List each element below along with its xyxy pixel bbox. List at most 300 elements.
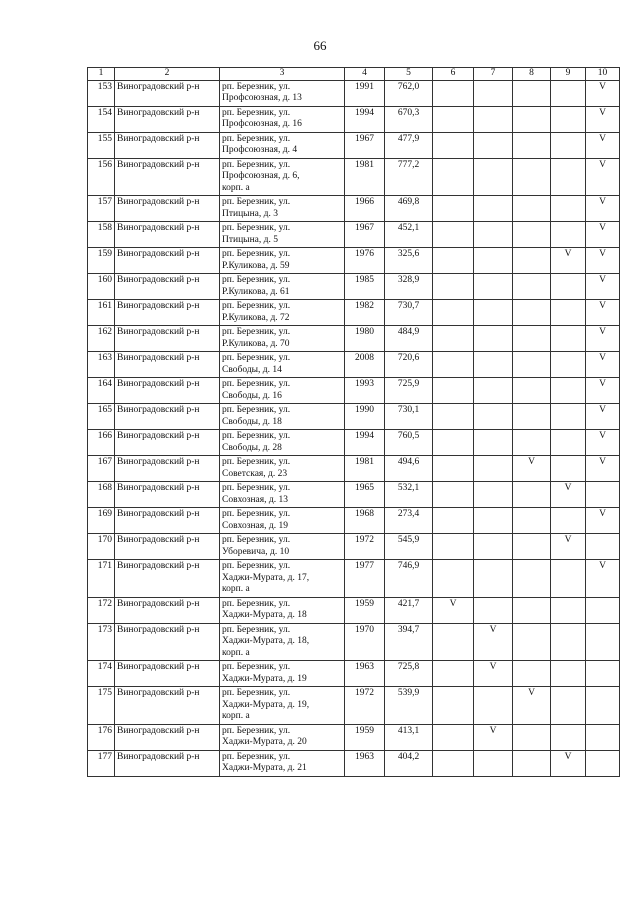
mark-cell-9 — [551, 430, 586, 456]
year-cell: 1990 — [345, 404, 385, 430]
table-row — [88, 222, 620, 248]
address-line: рп. Березник, ул. — [222, 535, 291, 545]
year-cell: 1970 — [345, 623, 385, 661]
mark-cell-7 — [474, 560, 513, 598]
district-cell: Виноградовский р-н — [115, 300, 220, 326]
mark-cell-6 — [433, 623, 474, 661]
mark-cell-10: V — [586, 300, 620, 326]
mark-cell-6 — [433, 326, 474, 352]
mark-cell-9 — [551, 597, 586, 623]
address-cell — [220, 534, 345, 560]
mark-cell-6 — [433, 248, 474, 274]
table-row — [88, 661, 620, 687]
mark-cell-9 — [551, 196, 586, 222]
column-header: 9 — [551, 68, 586, 81]
row-number: 168 — [88, 482, 115, 508]
district-cell: Виноградовский р-н — [115, 724, 220, 750]
mark-cell-8 — [513, 534, 551, 560]
mark-cell-6 — [433, 300, 474, 326]
mark-cell-9 — [551, 508, 586, 534]
mark-cell-10: V — [586, 274, 620, 300]
table-row — [88, 482, 620, 508]
mark-cell-7 — [474, 222, 513, 248]
mark-cell-10: V — [586, 196, 620, 222]
mark-cell-8 — [513, 623, 551, 661]
address-line: корп. а — [222, 182, 250, 193]
mark-cell-8: V — [513, 687, 551, 725]
district-cell: Виноградовский р-н — [115, 456, 220, 482]
address-line: Советская, д. 23 — [222, 468, 288, 479]
area-cell: 725,9 — [385, 378, 433, 404]
mark-cell-6 — [433, 274, 474, 300]
table-row — [88, 597, 620, 623]
row-number: 159 — [88, 248, 115, 274]
mark-cell-7 — [474, 106, 513, 132]
year-cell: 1963 — [345, 661, 385, 687]
year-cell: 1993 — [345, 378, 385, 404]
mark-cell-10: V — [586, 404, 620, 430]
mark-cell-10: V — [586, 352, 620, 378]
table-body — [88, 80, 620, 776]
district-cell: Виноградовский р-н — [115, 597, 220, 623]
year-cell: 1967 — [345, 222, 385, 248]
address-line: Р.Куликова, д. 70 — [222, 338, 290, 349]
area-cell: 484,9 — [385, 326, 433, 352]
year-cell: 1972 — [345, 534, 385, 560]
area-cell: 777,2 — [385, 158, 433, 196]
mark-cell-9 — [551, 80, 586, 106]
mark-cell-6 — [433, 404, 474, 430]
year-cell: 1976 — [345, 248, 385, 274]
table-row — [88, 196, 620, 222]
mark-cell-10: V — [586, 80, 620, 106]
year-cell: 1981 — [345, 456, 385, 482]
address-cell — [220, 132, 345, 158]
mark-cell-8 — [513, 196, 551, 222]
mark-cell-8 — [513, 352, 551, 378]
mark-cell-8 — [513, 80, 551, 106]
column-header: 1 — [88, 68, 115, 81]
mark-cell-6 — [433, 80, 474, 106]
address-line: рп. Березник, ул. — [222, 81, 291, 92]
address-cell — [220, 326, 345, 352]
mark-cell-7 — [474, 158, 513, 196]
year-cell: 1985 — [345, 274, 385, 300]
table-row — [88, 724, 620, 750]
address-line: Свободы, д. 16 — [222, 390, 282, 401]
column-header: 8 — [513, 68, 551, 81]
mark-cell-10: V — [586, 158, 620, 196]
table-row — [88, 534, 620, 560]
district-cell: Виноградовский р-н — [115, 508, 220, 534]
year-cell: 1981 — [345, 158, 385, 196]
mark-cell-9 — [551, 456, 586, 482]
table-row — [88, 623, 620, 661]
mark-cell-8 — [513, 482, 551, 508]
mark-cell-9 — [551, 158, 586, 196]
row-number: 165 — [88, 404, 115, 430]
mark-cell-10: V — [586, 560, 620, 598]
address-cell — [220, 352, 345, 378]
row-number: 164 — [88, 378, 115, 404]
district-cell: Виноградовский р-н — [115, 222, 220, 248]
row-number: 163 — [88, 352, 115, 378]
row-number: 173 — [88, 623, 115, 661]
address-cell — [220, 300, 345, 326]
district-cell: Виноградовский р-н — [115, 378, 220, 404]
address-line: рп. Березник, ул. — [222, 353, 291, 363]
mark-cell-9 — [551, 687, 586, 725]
mark-cell-6 — [433, 106, 474, 132]
district-cell: Виноградовский р-н — [115, 158, 220, 196]
year-cell: 1994 — [345, 106, 385, 132]
table-row — [88, 687, 620, 725]
table-row — [88, 326, 620, 352]
year-cell: 1967 — [345, 132, 385, 158]
area-cell: 720,6 — [385, 352, 433, 378]
address-cell — [220, 482, 345, 508]
address-line: рп. Березник, ул. — [222, 223, 291, 233]
mark-cell-8 — [513, 378, 551, 404]
address-cell — [220, 724, 345, 750]
address-line: рп. Березник, ул. — [222, 509, 291, 519]
mark-cell-10 — [586, 687, 620, 725]
address-line: рп. Березник, ул. — [222, 249, 291, 259]
mark-cell-8 — [513, 661, 551, 687]
row-number: 166 — [88, 430, 115, 456]
address-line: рп. Березник, ул. — [222, 561, 291, 571]
mark-cell-9 — [551, 326, 586, 352]
table-row — [88, 508, 620, 534]
mark-cell-9: V — [551, 482, 586, 508]
mark-cell-6 — [433, 508, 474, 534]
mark-cell-7 — [474, 248, 513, 274]
address-cell — [220, 274, 345, 300]
address-cell — [220, 750, 345, 776]
address-line: Хаджи-Мурата, д. 18, — [222, 636, 310, 646]
address-line: рп. Березник, ул. — [222, 275, 291, 285]
mark-cell-10: V — [586, 378, 620, 404]
mark-cell-9: V — [551, 534, 586, 560]
mark-cell-10: V — [586, 508, 620, 534]
mark-cell-7 — [474, 404, 513, 430]
row-number: 158 — [88, 222, 115, 248]
address-line: рп. Березник, ул. — [222, 457, 291, 467]
mark-cell-10 — [586, 750, 620, 776]
table-row — [88, 430, 620, 456]
year-cell: 1963 — [345, 750, 385, 776]
district-cell: Виноградовский р-н — [115, 196, 220, 222]
address-line: Свободы, д. 18 — [222, 416, 282, 427]
address-cell — [220, 222, 345, 248]
mark-cell-7 — [474, 196, 513, 222]
mark-cell-6 — [433, 456, 474, 482]
mark-cell-7 — [474, 508, 513, 534]
address-cell — [220, 430, 345, 456]
address-line: Хаджи-Мурата, д. 20 — [222, 737, 307, 747]
address-line: рп. Березник, ул. — [222, 133, 291, 144]
mark-cell-6 — [433, 560, 474, 598]
area-cell: 273,4 — [385, 508, 433, 534]
area-cell: 670,3 — [385, 106, 433, 132]
address-cell — [220, 623, 345, 661]
mark-cell-9 — [551, 300, 586, 326]
year-cell: 1959 — [345, 724, 385, 750]
area-cell: 328,9 — [385, 274, 433, 300]
area-cell: 725,8 — [385, 661, 433, 687]
address-line: Совхозная, д. 13 — [222, 494, 288, 505]
address-line: Р.Куликова, д. 72 — [222, 312, 290, 323]
year-cell: 1966 — [345, 196, 385, 222]
mark-cell-9 — [551, 724, 586, 750]
table-row — [88, 378, 620, 404]
mark-cell-9 — [551, 106, 586, 132]
row-number: 176 — [88, 724, 115, 750]
address-line: Уборевича, д. 10 — [222, 546, 290, 557]
area-cell: 477,9 — [385, 132, 433, 158]
column-header: 3 — [220, 68, 345, 81]
address-cell — [220, 158, 345, 196]
district-cell: Виноградовский р-н — [115, 430, 220, 456]
district-cell: Виноградовский р-н — [115, 274, 220, 300]
address-cell — [220, 80, 345, 106]
year-cell: 1968 — [345, 508, 385, 534]
row-number: 162 — [88, 326, 115, 352]
row-number: 161 — [88, 300, 115, 326]
table-row — [88, 750, 620, 776]
address-line: Свободы, д. 28 — [222, 442, 282, 453]
address-line: Профсоюзная, д. 4 — [222, 145, 298, 155]
address-line: рп. Березник, ул. — [222, 301, 291, 311]
mark-cell-8 — [513, 248, 551, 274]
address-line: рп. Березник, ул. — [222, 688, 291, 698]
mark-cell-8 — [513, 274, 551, 300]
mark-cell-6 — [433, 196, 474, 222]
mark-cell-8 — [513, 300, 551, 326]
table-row — [88, 352, 620, 378]
row-number: 175 — [88, 687, 115, 725]
mark-cell-9 — [551, 560, 586, 598]
area-cell: 469,8 — [385, 196, 433, 222]
mark-cell-7: V — [474, 724, 513, 750]
mark-cell-8 — [513, 158, 551, 196]
mark-cell-9 — [551, 352, 586, 378]
address-cell — [220, 248, 345, 274]
mark-cell-7 — [474, 482, 513, 508]
mark-cell-10: V — [586, 106, 620, 132]
address-line: рп. Березник, ул. — [222, 197, 291, 207]
area-cell: 404,2 — [385, 750, 433, 776]
district-cell: Виноградовский р-н — [115, 560, 220, 598]
year-cell: 1991 — [345, 80, 385, 106]
district-cell: Виноградовский р-н — [115, 248, 220, 274]
row-number: 174 — [88, 661, 115, 687]
address-line: рп. Березник, ул. — [222, 107, 291, 118]
mark-cell-6 — [433, 482, 474, 508]
table-row — [88, 274, 620, 300]
row-number: 156 — [88, 158, 115, 196]
address-cell — [220, 661, 345, 687]
area-cell: 746,9 — [385, 560, 433, 598]
row-number: 170 — [88, 534, 115, 560]
address-line: Хаджи-Мурата, д. 21 — [222, 763, 307, 773]
district-cell: Виноградовский р-н — [115, 326, 220, 352]
mark-cell-9 — [551, 623, 586, 661]
address-line: Хаджи-Мурата, д. 18 — [222, 610, 307, 620]
table-row — [88, 456, 620, 482]
district-cell: Виноградовский р-н — [115, 623, 220, 661]
district-cell: Виноградовский р-н — [115, 750, 220, 776]
address-line: Совхозная, д. 19 — [222, 520, 288, 531]
district-cell: Виноградовский р-н — [115, 534, 220, 560]
table-row — [88, 106, 620, 132]
address-line: рп. Березник, ул. — [222, 598, 291, 609]
mark-cell-10 — [586, 534, 620, 560]
address-line: рп. Березник, ул. — [222, 483, 291, 493]
mark-cell-8 — [513, 597, 551, 623]
area-cell: 532,1 — [385, 482, 433, 508]
address-line: Хаджи-Мурата, д. 19 — [222, 673, 307, 684]
address-line: рп. Березник, ул. — [222, 751, 291, 762]
page-number: 66 — [313, 38, 327, 53]
address-cell — [220, 404, 345, 430]
district-cell: Виноградовский р-н — [115, 106, 220, 132]
address-line: корп. а — [222, 647, 250, 658]
mark-cell-6: V — [433, 597, 474, 623]
address-line: Профсоюзная, д. 16 — [222, 119, 302, 129]
mark-cell-8 — [513, 106, 551, 132]
mark-cell-7 — [474, 378, 513, 404]
year-cell: 1965 — [345, 482, 385, 508]
mark-cell-6 — [433, 661, 474, 687]
year-cell: 1972 — [345, 687, 385, 725]
address-cell — [220, 560, 345, 598]
address-line: Свободы, д. 14 — [222, 364, 282, 375]
mark-cell-8 — [513, 750, 551, 776]
year-cell: 1994 — [345, 430, 385, 456]
mark-cell-7: V — [474, 623, 513, 661]
mark-cell-8 — [513, 560, 551, 598]
area-cell: 325,6 — [385, 248, 433, 274]
table-row — [88, 132, 620, 158]
area-cell: 452,1 — [385, 222, 433, 248]
area-cell: 394,7 — [385, 623, 433, 661]
district-cell: Виноградовский р-н — [115, 482, 220, 508]
row-number: 167 — [88, 456, 115, 482]
address-line: рп. Березник, ул. — [222, 431, 291, 441]
table-row — [88, 248, 620, 274]
mark-cell-8 — [513, 724, 551, 750]
mark-cell-10 — [586, 661, 620, 687]
mark-cell-6 — [433, 132, 474, 158]
mark-cell-7 — [474, 687, 513, 725]
mark-cell-10: V — [586, 456, 620, 482]
mark-cell-7: V — [474, 661, 513, 687]
column-header: 2 — [115, 68, 220, 81]
district-cell: Виноградовский р-н — [115, 661, 220, 687]
year-cell: 1982 — [345, 300, 385, 326]
mark-cell-8 — [513, 132, 551, 158]
mark-cell-7 — [474, 352, 513, 378]
mark-cell-6 — [433, 687, 474, 725]
address-cell — [220, 196, 345, 222]
mark-cell-10 — [586, 597, 620, 623]
address-cell — [220, 508, 345, 534]
address-line: корп. а — [222, 711, 250, 721]
address-line: Р.Куликова, д. 61 — [222, 286, 290, 297]
mark-cell-7 — [474, 750, 513, 776]
address-line: рп. Березник, ул. — [222, 624, 291, 635]
address-line: рп. Березник, ул. — [222, 405, 291, 415]
housing-table — [87, 67, 620, 777]
mark-cell-7 — [474, 534, 513, 560]
mark-cell-9 — [551, 378, 586, 404]
mark-cell-7 — [474, 456, 513, 482]
area-cell: 760,5 — [385, 430, 433, 456]
address-line: Профсоюзная, д. 6, — [222, 171, 300, 181]
area-cell: 545,9 — [385, 534, 433, 560]
mark-cell-10: V — [586, 326, 620, 352]
mark-cell-6 — [433, 158, 474, 196]
area-cell: 730,1 — [385, 404, 433, 430]
mark-cell-9 — [551, 132, 586, 158]
mark-cell-8 — [513, 508, 551, 534]
mark-cell-6 — [433, 352, 474, 378]
mark-cell-9: V — [551, 750, 586, 776]
area-cell: 539,9 — [385, 687, 433, 725]
mark-cell-6 — [433, 430, 474, 456]
table-row — [88, 560, 620, 598]
year-cell: 1959 — [345, 597, 385, 623]
mark-cell-6 — [433, 534, 474, 560]
table-row — [88, 404, 620, 430]
address-line: Птицына, д. 3 — [222, 208, 278, 219]
address-line: рп. Березник, ул. — [222, 159, 291, 170]
mark-cell-10: V — [586, 132, 620, 158]
row-number: 153 — [88, 80, 115, 106]
row-number: 171 — [88, 560, 115, 598]
mark-cell-8 — [513, 404, 551, 430]
address-line: рп. Березник, ул. — [222, 379, 291, 389]
address-line: корп. а — [222, 584, 250, 594]
district-cell: Виноградовский р-н — [115, 404, 220, 430]
mark-cell-9: V — [551, 248, 586, 274]
address-line: Профсоюзная, д. 13 — [222, 93, 302, 103]
year-cell: 1977 — [345, 560, 385, 598]
area-cell: 413,1 — [385, 724, 433, 750]
mark-cell-6 — [433, 750, 474, 776]
table-row — [88, 300, 620, 326]
district-cell: Виноградовский р-н — [115, 687, 220, 725]
row-number: 177 — [88, 750, 115, 776]
mark-cell-6 — [433, 378, 474, 404]
mark-cell-7 — [474, 300, 513, 326]
year-cell: 1980 — [345, 326, 385, 352]
address-line: Хаджи-Мурата, д. 17, — [222, 572, 310, 583]
address-line: рп. Березник, ул. — [222, 662, 291, 672]
address-cell — [220, 597, 345, 623]
address-line: Хаджи-Мурата, д. 19, — [222, 699, 310, 710]
mark-cell-7 — [474, 326, 513, 352]
mark-cell-9 — [551, 274, 586, 300]
mark-cell-9 — [551, 404, 586, 430]
district-cell: Виноградовский р-н — [115, 352, 220, 378]
mark-cell-9 — [551, 661, 586, 687]
address-cell — [220, 687, 345, 725]
year-cell: 2008 — [345, 352, 385, 378]
area-cell: 421,7 — [385, 597, 433, 623]
area-cell: 762,0 — [385, 80, 433, 106]
